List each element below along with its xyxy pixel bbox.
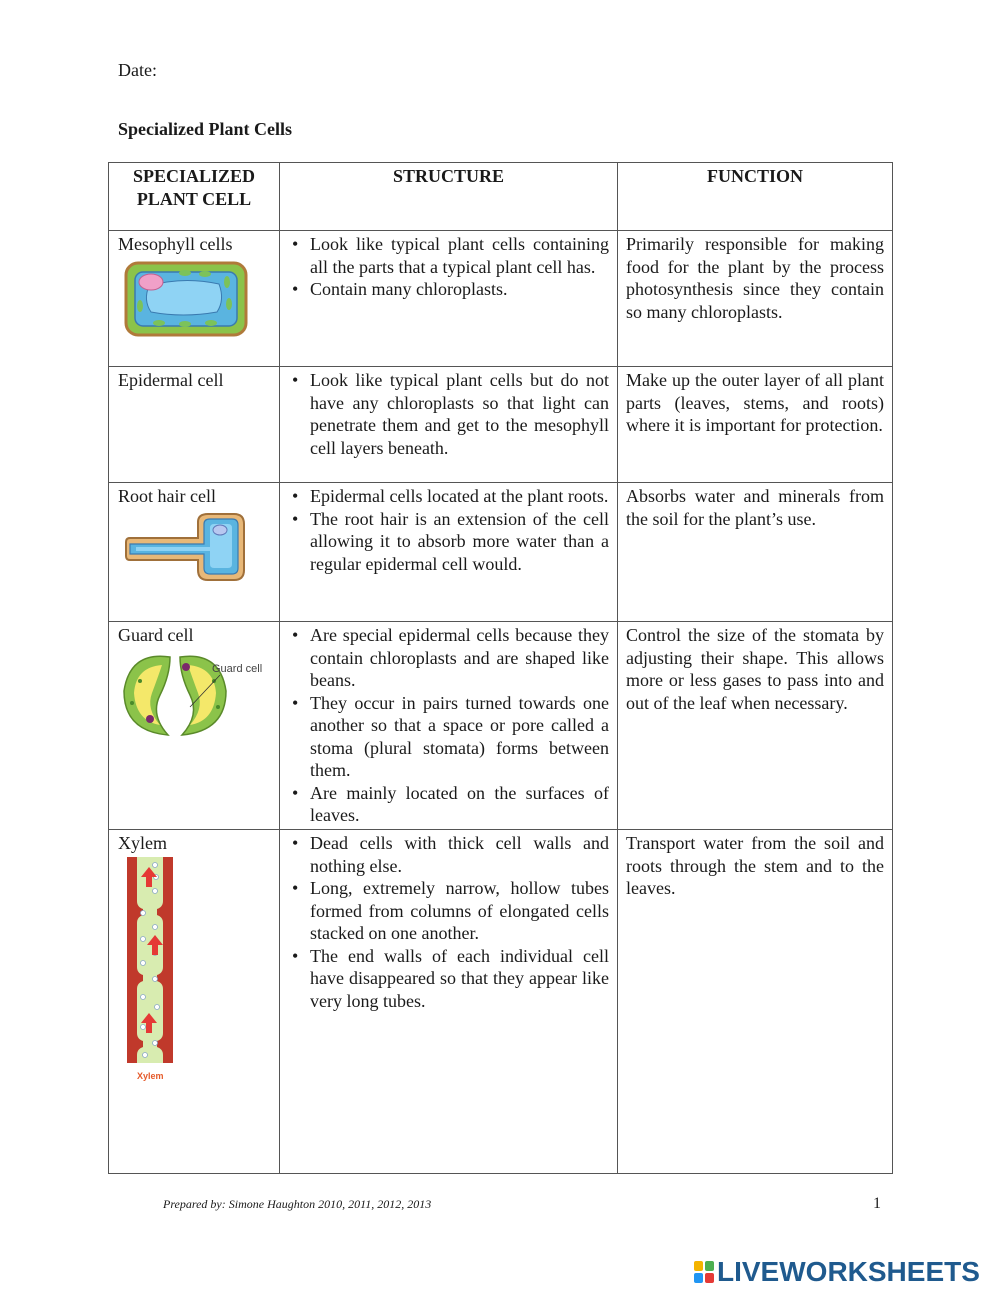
column-header-cell: SPECIALIZED PLANT CELL [109, 163, 280, 231]
cell-name: Epidermal cell [118, 370, 224, 390]
function-text: Transport water from the soil and roots through the stem and to the leaves. [618, 830, 893, 1174]
table-row [109, 231, 893, 367]
structure-column [280, 231, 618, 367]
table-row [109, 367, 893, 483]
structure-bullet: • They occur in pairs turned towards one another so that a space or pore called a stoma (plural stomata) forms between them. [290, 692, 609, 782]
structure-bullet: • Long, extremely narrow, hollow tubes formed from columns of elongated cells stacked on one another. [290, 877, 609, 945]
xylem-illustration [125, 857, 175, 1063]
page-number: 1 [873, 1195, 881, 1212]
structure-bullet: • Dead cells with thick cell walls and nothing else. [290, 832, 609, 877]
xylem-label: Xylem [137, 1070, 164, 1081]
date-label: Date: [118, 60, 157, 80]
column-header-structure: STRUCTURE [280, 163, 618, 231]
table-row [109, 622, 893, 830]
plant-cells-table [108, 162, 893, 1174]
function-text: Primarily responsible for making food for the plant by the process photosynthesis since they contain so many chloroplasts. [618, 231, 893, 367]
page-title: Specialized Plant Cells [118, 119, 292, 139]
function-text: Make up the outer layer of all plant parts (leaves, stems, and roots) where it is important for protection. [618, 367, 893, 483]
mesophyll-cell-illustration [123, 260, 249, 338]
cell-name: Root hair cell [118, 486, 216, 506]
table-row [109, 830, 893, 1174]
cell-name: Mesophyll cells [118, 234, 233, 254]
structure-bullet: • Look like typical plant cells but do not have any chloroplasts so that light can penetrate them and get to the mesophyll cell layers beneath. [290, 369, 609, 459]
structure-bullet: • Are mainly located on the surfaces of leaves. [290, 782, 609, 827]
footer-prepared-by: Prepared by: Simone Haughton 2010, 2011, 2012, 2013 [163, 1197, 432, 1211]
structure-bullet: • The root hair is an extension of the cell allowing it to absorb more water than a regular epidermal cell would. [290, 508, 609, 576]
function-text: Control the size of the stomata by adjusting their shape. This allows more or less gases to pass into and out of the leaf when necessary. [618, 622, 893, 830]
table-row [109, 483, 893, 622]
column-header-function: FUNCTION [618, 163, 893, 231]
guard-cell-label: Guard cell [212, 662, 263, 675]
structure-bullet: • Contain many chloroplasts. [290, 278, 609, 301]
cell-name-column [109, 231, 280, 367]
liveworksheets-wordmark: LIVEWORKSHEETS [717, 1256, 980, 1287]
table-header-row [109, 163, 893, 231]
structure-bullet: • Look like typical plant cells containing all the parts that a typical plant cell has. [290, 233, 609, 278]
liveworksheets-logo[interactable] [693, 1256, 980, 1288]
liveworksheets-icon [693, 1260, 715, 1284]
structure-bullet: • Epidermal cells located at the plant roots. [290, 485, 609, 508]
cell-name: Guard cell [118, 625, 194, 645]
structure-bullet: • Are special epidermal cells because they contain chloroplasts and are shaped like beans. [290, 624, 609, 692]
structure-bullet: • The end walls of each individual cell have disappeared so that they appear like very long tubes. [290, 945, 609, 1013]
function-text: Absorbs water and minerals from the soil for the plant’s use. [618, 483, 893, 622]
cell-name: Xylem [118, 833, 167, 853]
root-hair-cell-illustration [122, 512, 248, 582]
